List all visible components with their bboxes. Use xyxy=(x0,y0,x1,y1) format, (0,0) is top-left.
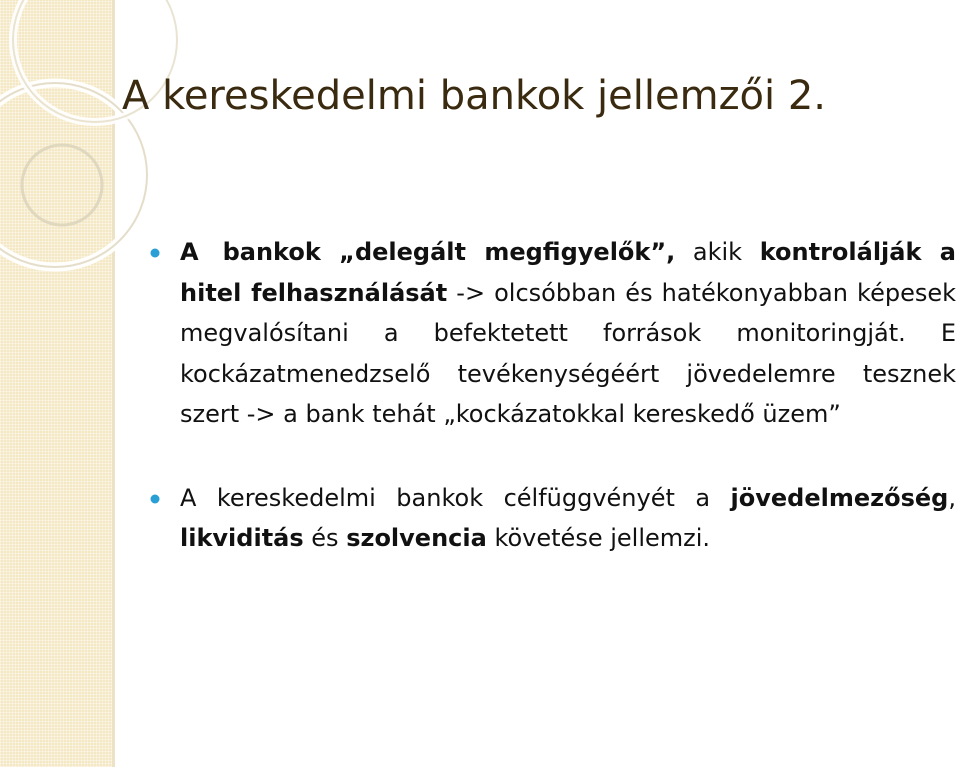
bullet-2-text-1: A kereskedelmi bankok célfüggvényét a xyxy=(180,483,731,512)
slide-content xyxy=(150,232,956,559)
bullet-1-bold-2: kontrolálják a hitel felhasználását xyxy=(180,238,956,307)
bullet-1-bold-1: bankok „delegált megfigyelők”, xyxy=(222,238,676,266)
side-band-edge xyxy=(112,0,115,767)
bullet-2-bold-3: szolvencia xyxy=(346,524,487,552)
bullet-1-text-1: akik xyxy=(675,238,760,266)
bullet-1-text-2: -> olcsóbban és hatékonyabban képesek megvalósítani a befektetett források monitoringját. E kockázatmenedzselő tevékenységéért jövedelemre tesznek szert -> a bank tehát „kockázatokkal kereskedő üzem” xyxy=(180,278,957,428)
circle-bullet-icon xyxy=(150,494,160,504)
side-decorative-band xyxy=(0,0,112,767)
bullet-2-text-3: és xyxy=(303,524,347,552)
circle-bullet-icon xyxy=(150,248,160,258)
bullet-1-lead: A xyxy=(180,238,199,266)
bullet-item-2 xyxy=(150,478,956,559)
bullet-2-text-4: követése jellemzi. xyxy=(486,524,711,552)
bullet-item-1 xyxy=(150,232,956,435)
bullet-2-bold-1: jövedelmezőség xyxy=(730,483,949,512)
slide-title: A kereskedelmi bankok jellemzői 2. xyxy=(122,73,827,119)
bullet-2-bold-2: likviditás xyxy=(180,524,304,552)
bullet-2-text-2: , xyxy=(948,483,956,512)
